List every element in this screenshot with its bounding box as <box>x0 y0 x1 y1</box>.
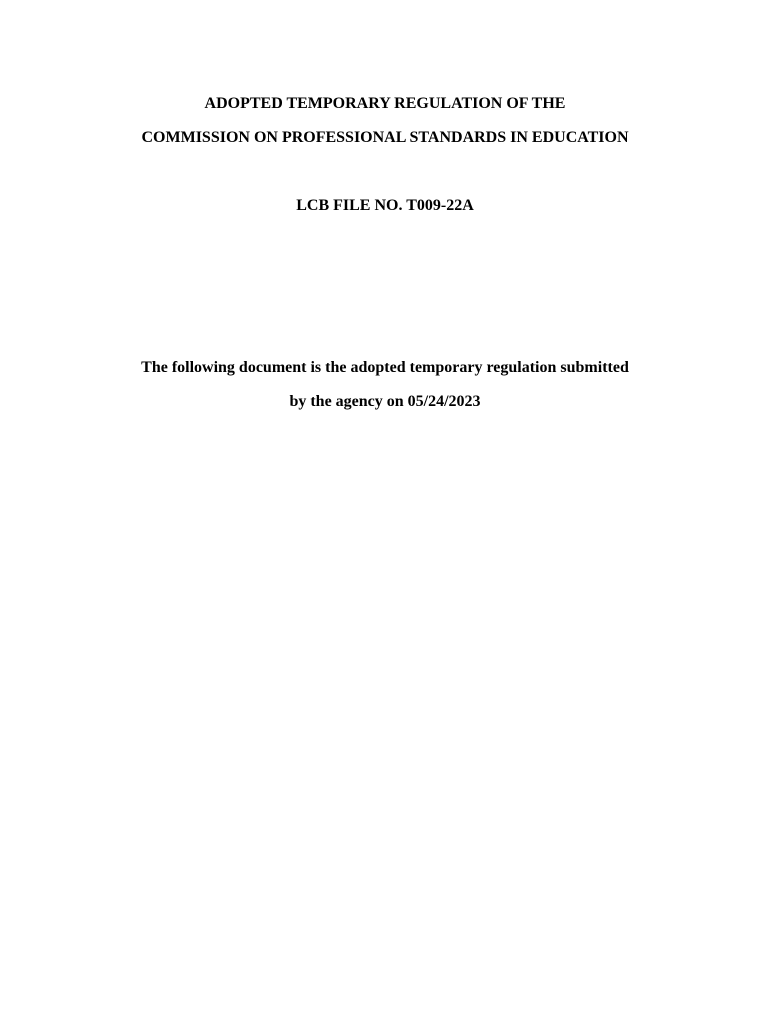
title-line-1: ADOPTED TEMPORARY REGULATION OF THE <box>204 95 566 112</box>
description-line-2: by the agency on 05/24/2023 <box>289 393 481 410</box>
title-line-2: COMMISSION ON PROFESSIONAL STANDARDS IN EDUCATION <box>141 129 629 146</box>
description-line-1: The following document is the adopted temporary regulation submitted <box>141 359 629 376</box>
file-number: LCB FILE NO. T009-22A <box>296 197 474 214</box>
